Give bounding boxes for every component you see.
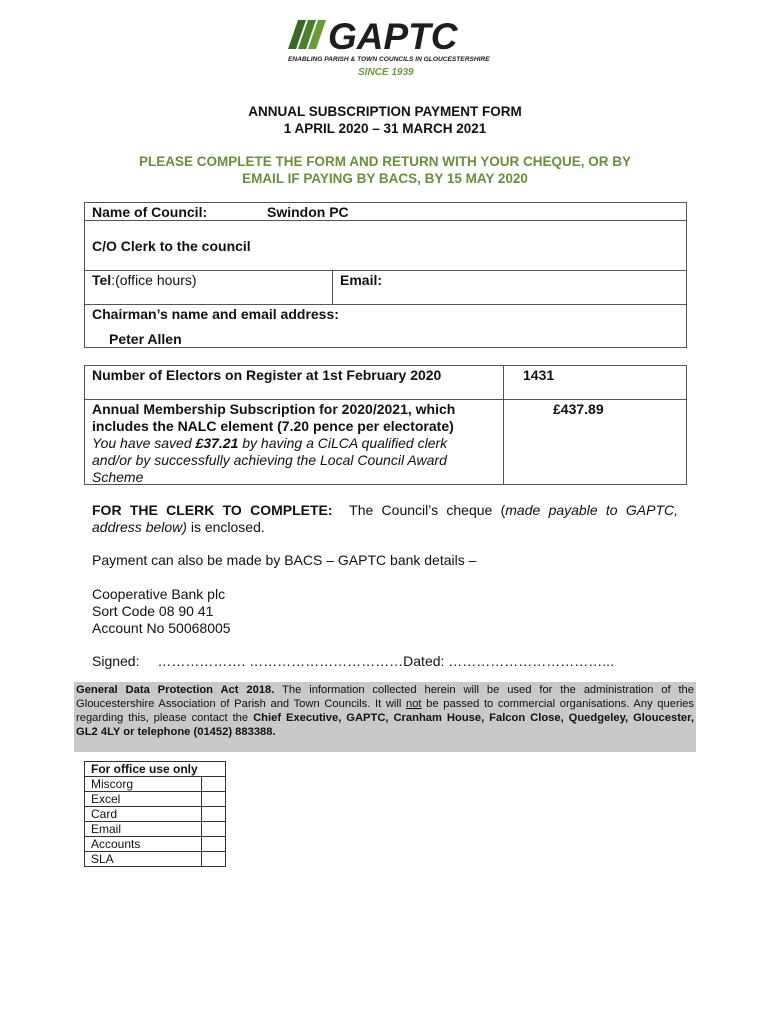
divider [84,399,687,400]
saved-amount: £37.21 [195,435,239,451]
office-checkbox[interactable] [202,777,226,792]
office-checkbox[interactable] [202,792,226,807]
table-row [85,777,226,792]
clerk-heading: FOR THE CLERK TO COMPLETE: [92,502,333,518]
office-checkbox[interactable] [202,852,226,867]
form-instruction-line2: EMAIL IF PAYING BY BACS, BY 15 MAY 2020 [242,171,528,186]
bank-details [92,586,678,637]
form-instruction [0,153,770,187]
table-row [85,792,226,807]
signature-line [92,653,678,670]
divider [503,365,504,485]
fee-description [92,401,502,486]
fee-value: £437.89 [553,401,604,417]
logo-tagline: ENABLING PARISH & TOWN COUNCILS IN GLOUCESTERSHIRE [288,56,490,63]
gdpr-heading: General Data Protection Act 2018. [76,684,275,696]
council-name-field[interactable]: Swindon PC [267,204,349,220]
form-title-line2: 1 APRIL 2020 – 31 MARCH 2021 [283,121,487,136]
signed-field[interactable]: ………………. …………………………… [157,653,404,669]
divider [84,270,687,271]
office-row-label: SLA [85,852,202,867]
fee-label-line2: includes the NALC element (7.20 pence per electorate) [92,418,454,434]
fee-label-line1: Annual Membership Subscription for 2020/2021, which [92,401,456,417]
saved-line3: Scheme [92,469,144,485]
bank-name: Cooperative Bank plc [92,586,226,602]
form-instruction-line1: PLEASE COMPLETE THE FORM AND RETURN WITH YOUR CHEQUE, OR BY [138,154,632,169]
gaptc-logo [284,16,496,80]
tel-note: :(office hours) [111,272,197,288]
gdpr-notice: General Data Protection Act 2018. The information collected herein will be used for the administration of the Gloucestershire Association of Parish and Town Councils. It will not be passed to commercial organisations. Any queries regarding this, please contact the Chief Executive, GAPTC, Cranham House, Falcon Close, Quedgeley, Gloucester, GL2 4LY or telephone (01452) 883388. [74,682,696,752]
office-use-table [84,761,226,867]
saved-line2: and/or by successfully achieving the Local Council Award [92,452,447,468]
account-number: Account No 50068005 [92,620,231,636]
dated-field[interactable]: ……………………………... [448,653,614,669]
dated-label: Dated: [403,653,445,669]
signed-label: Signed: [92,653,140,669]
office-row-label: Email [85,822,202,837]
office-row-label: Excel [85,792,202,807]
office-use-heading: For office use only [85,762,226,777]
logo-wordmark: GAPTC [328,16,458,57]
tel-field[interactable] [92,272,197,289]
gdpr-contact: Chief Executive, GAPTC, Cranham House, Falcon Close, Quedgeley, Gloucester, GL2 4LY or telephone (01452) 883388. [76,712,694,738]
table-row [85,822,226,837]
electors-value: 1431 [523,367,555,383]
chairman-label: Chairman’s name and email address: [92,306,339,322]
office-row-label: Miscorg [85,777,202,792]
office-row-label: Accounts [85,837,202,852]
co-clerk-label: C/O Clerk to the council [92,238,251,254]
office-row-label: Card [85,807,202,822]
divider [332,270,333,305]
chairman-field[interactable]: Peter Allen [109,331,182,347]
form-title [0,103,770,137]
gdpr-not: not [405,698,422,710]
tel-label: Tel [92,272,112,288]
table-row [85,837,226,852]
divider [84,304,687,305]
sort-code: Sort Code 08 90 41 [92,603,214,619]
office-checkbox[interactable] [202,822,226,837]
council-name-label: Name of Council: [92,204,208,220]
form-title-line1: ANNUAL SUBSCRIPTION PAYMENT FORM [248,104,522,119]
gaptc-logo-graphic [284,16,496,80]
office-checkbox[interactable] [202,837,226,852]
bacs-text: Payment can also be made by BACS – GAPTC bank details – [92,552,477,568]
email-field[interactable]: Email: [340,272,383,288]
clerk-statement: FOR THE CLERK TO COMPLETE: The Council’s cheque (made payable to GAPTC, address below) is enclosed. [92,502,678,535]
table-row [85,807,226,822]
table-row [85,852,226,867]
electors-label: Number of Electors on Register at 1st February 2020 [92,367,442,383]
logo-since: SINCE 1939 [358,67,414,78]
office-checkbox[interactable] [202,807,226,822]
saved-line1: You have saved £37.21 by having a CiLCA qualified clerk [92,435,448,451]
